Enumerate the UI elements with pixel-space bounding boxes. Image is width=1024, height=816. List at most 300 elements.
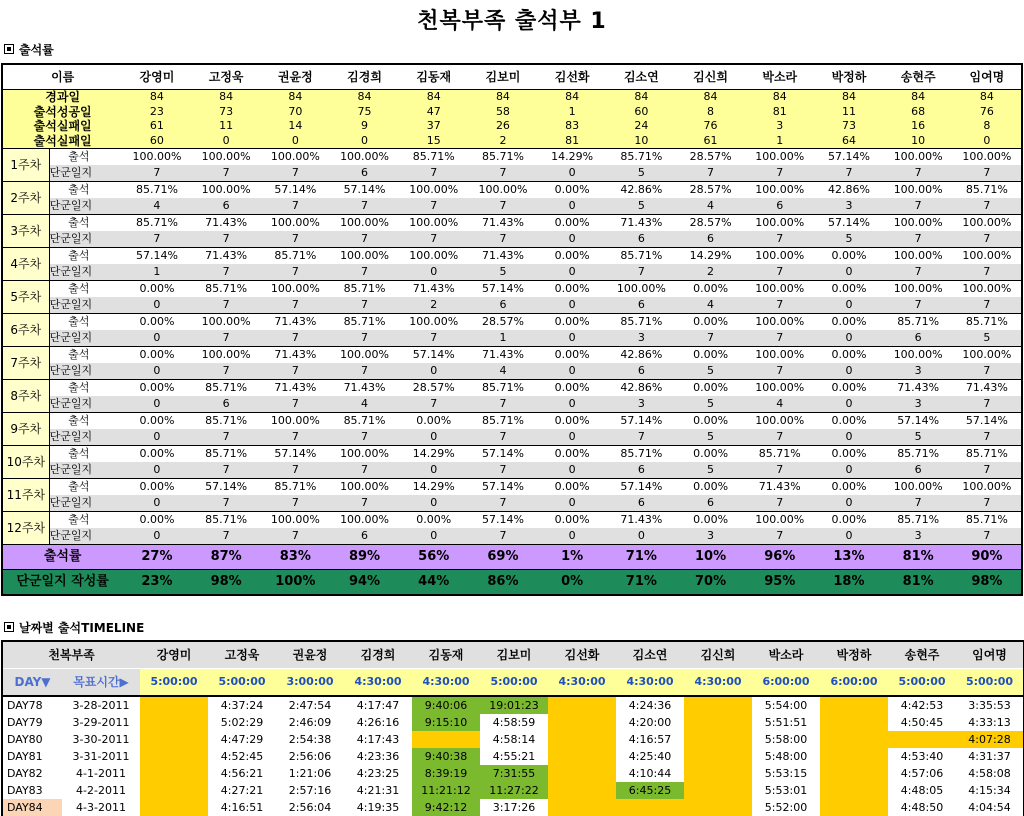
attend-percent: 42.86% — [827, 183, 870, 196]
diary-count: 6 — [676, 495, 745, 512]
goal-time-value: 3:00:00 — [276, 669, 344, 697]
member-name-header: 김선화 — [538, 64, 607, 90]
diary-count: 7 — [745, 429, 814, 446]
diary-count: 3 — [676, 528, 745, 545]
summary-value: 15 — [399, 134, 468, 149]
attend-percent: 85.71% — [965, 315, 1008, 328]
attend-percent: 100.00% — [201, 183, 251, 196]
attend-percent: 100.00% — [755, 282, 805, 295]
diary-count: 1 — [122, 264, 191, 281]
diary-count: 7 — [468, 231, 537, 248]
week-attend-row — [2, 413, 1022, 430]
time-cell: 4:31:37 — [968, 750, 1011, 763]
day-number: DAY84 — [2, 799, 62, 816]
week-label: 12주차 — [2, 512, 49, 545]
diary-sublabel: 단군일지 — [49, 297, 122, 314]
attend-sublabel: 출석 — [68, 381, 90, 394]
timeline-goal-row — [2, 669, 1024, 697]
attendance-rate-row — [2, 545, 1022, 570]
summary-value: 8 — [676, 105, 745, 120]
week-label: 11주차 — [2, 479, 49, 512]
attend-percent: 100.00% — [409, 183, 459, 196]
time-cell — [820, 782, 888, 799]
attend-percent: 0.00% — [693, 447, 729, 460]
diary-count: 0 — [538, 330, 607, 347]
diary-count: 0 — [814, 495, 883, 512]
time-cell — [140, 714, 208, 731]
diary-count: 6 — [330, 165, 399, 182]
time-cell — [820, 765, 888, 782]
diary-count: 7 — [330, 429, 399, 446]
attend-percent: 57.14% — [481, 513, 524, 526]
time-cell: 9:42:12 — [412, 799, 480, 816]
day-number: DAY78 — [7, 699, 43, 712]
collapse-box-icon[interactable] — [4, 622, 14, 632]
member-name-header: 고정욱 — [208, 641, 276, 669]
time-cell: 4:48:50 — [900, 801, 944, 814]
diary-count: 0 — [538, 264, 607, 281]
attend-percent: 71.43% — [205, 216, 248, 229]
summary-value: 84 — [745, 90, 814, 105]
diary-count: 0 — [399, 363, 468, 380]
day-dropdown[interactable]: DAY▼ — [2, 669, 62, 697]
attend-percent: 100.00% — [893, 282, 943, 295]
time-cell: 9:15:10 — [412, 714, 480, 731]
summary-label: 경과일 — [2, 90, 122, 105]
diary-count: 1 — [468, 330, 537, 347]
attend-percent: 57.14% — [965, 414, 1008, 427]
diary-count: 7 — [953, 396, 1022, 413]
attend-percent: 100.00% — [340, 348, 390, 361]
time-cell — [140, 696, 208, 714]
time-cell: 4:56:21 — [220, 767, 264, 780]
time-cell — [548, 731, 616, 748]
attendance-rate-value: 89% — [330, 545, 399, 570]
attend-percent: 100.00% — [201, 348, 251, 361]
time-cell — [548, 748, 616, 765]
diary-count: 0 — [538, 231, 607, 248]
diary-sublabel: 단군일지 — [49, 363, 122, 380]
attend-percent: 0.00% — [693, 381, 729, 394]
timeline-day-row — [2, 731, 1024, 748]
timeline-header-row — [2, 641, 1024, 669]
diary-count: 6 — [192, 396, 261, 413]
diary-count: 6 — [607, 495, 676, 512]
attend-percent: 71.43% — [274, 348, 317, 361]
diary-count: 3 — [884, 528, 953, 545]
attend-percent: 100.00% — [201, 315, 251, 328]
section-timeline-header — [4, 619, 144, 636]
diary-count: 0 — [538, 165, 607, 182]
day-number: DAY80 — [7, 733, 43, 746]
summary-value: 24 — [607, 119, 676, 134]
diary-count: 7 — [330, 297, 399, 314]
attend-percent: 100.00% — [201, 150, 251, 163]
time-cell: 2:56:06 — [288, 750, 332, 763]
diary-count: 0 — [814, 330, 883, 347]
week-label: 3주차 — [2, 215, 49, 248]
diary-count: 5 — [468, 264, 537, 281]
time-cell: 5:02:29 — [220, 716, 264, 729]
time-cell: 4:33:13 — [968, 716, 1011, 729]
attendance-rate-label: 출석률 — [2, 545, 122, 570]
summary-value: 1 — [538, 105, 607, 120]
member-name-header: 임여명 — [953, 64, 1022, 90]
summary-value: 84 — [953, 90, 1022, 105]
diary-count: 7 — [745, 495, 814, 512]
summary-value: 73 — [192, 105, 261, 120]
diary-count: 7 — [745, 528, 814, 545]
time-cell: 4:48:05 — [900, 784, 944, 797]
diary-count: 4 — [122, 198, 191, 215]
diary-rate-row — [2, 570, 1022, 596]
member-name-header: 김소연 — [616, 641, 684, 669]
attend-percent: 85.71% — [205, 381, 248, 394]
attend-percent: 0.00% — [139, 315, 175, 328]
diary-count: 7 — [192, 165, 261, 182]
attend-percent: 0.00% — [693, 282, 729, 295]
member-name-header: 박정하 — [814, 64, 883, 90]
diary-count: 0 — [814, 396, 883, 413]
attend-percent: 0.00% — [554, 315, 590, 328]
attend-percent: 0.00% — [554, 348, 590, 361]
time-cell: 4:53:40 — [900, 750, 944, 763]
time-cell — [140, 782, 208, 799]
attend-percent: 85.71% — [897, 315, 940, 328]
summary-value: 37 — [399, 119, 468, 134]
diary-count: 7 — [745, 231, 814, 248]
week-diary-row — [2, 429, 1022, 446]
diary-count: 3 — [884, 396, 953, 413]
summary-value: 83 — [538, 119, 607, 134]
diary-count: 7 — [261, 528, 330, 545]
summary-value: 10 — [884, 134, 953, 149]
attend-percent: 57.14% — [481, 447, 524, 460]
diary-count: 7 — [884, 264, 953, 281]
attend-percent: 100.00% — [340, 480, 390, 493]
time-cell: 4:19:35 — [356, 801, 400, 814]
week-diary-row — [2, 528, 1022, 545]
time-cell: 4:23:36 — [356, 750, 400, 763]
diary-count: 0 — [122, 462, 191, 479]
goal-time-value: 5:00:00 — [208, 669, 276, 697]
diary-count: 7 — [192, 231, 261, 248]
diary-count: 5 — [676, 396, 745, 413]
summary-value: 60 — [122, 134, 191, 149]
summary-value: 81 — [745, 105, 814, 120]
diary-rate-value: 94% — [330, 570, 399, 596]
time-cell: 4:25:40 — [628, 750, 672, 763]
summary-value: 2 — [468, 134, 537, 149]
diary-count: 7 — [261, 264, 330, 281]
attend-percent: 100.00% — [409, 249, 459, 262]
attend-percent: 100.00% — [132, 150, 182, 163]
diary-count: 0 — [538, 528, 607, 545]
time-cell — [820, 696, 888, 714]
diary-count: 7 — [261, 363, 330, 380]
attend-percent: 100.00% — [755, 249, 805, 262]
week-attend-row — [2, 215, 1022, 232]
attend-percent: 100.00% — [270, 414, 320, 427]
time-cell: 4:37:24 — [220, 699, 264, 712]
attendance-rate-value: 10% — [676, 545, 745, 570]
diary-count: 7 — [468, 396, 537, 413]
attend-percent: 85.71% — [205, 513, 248, 526]
diary-count: 0 — [399, 528, 468, 545]
attend-percent: 85.71% — [965, 447, 1008, 460]
summary-row — [2, 119, 1022, 134]
time-cell — [684, 714, 752, 731]
diary-count: 7 — [122, 165, 191, 182]
diary-count: 7 — [122, 231, 191, 248]
attend-percent: 100.00% — [755, 381, 805, 394]
day-date: 4-1-2011 — [76, 767, 126, 780]
diary-count: 3 — [884, 363, 953, 380]
attend-percent: 100.00% — [270, 150, 320, 163]
member-name-header: 권윤정 — [276, 641, 344, 669]
summary-value: 47 — [399, 105, 468, 120]
day-date: 3-29-2011 — [72, 716, 130, 729]
diary-count: 7 — [399, 330, 468, 347]
diary-count: 7 — [330, 363, 399, 380]
member-name-header: 김동재 — [412, 641, 480, 669]
attend-percent: 57.14% — [897, 414, 940, 427]
goal-time-value: 4:30:00 — [616, 669, 684, 697]
member-name-header: 강영미 — [122, 64, 191, 90]
attend-sublabel: 출석 — [68, 183, 90, 196]
summary-value: 84 — [122, 90, 191, 105]
week-label: 10주차 — [2, 446, 49, 479]
diary-count: 7 — [192, 297, 261, 314]
diary-count: 7 — [607, 264, 676, 281]
diary-count: 0 — [122, 429, 191, 446]
time-cell: 4:58:08 — [968, 767, 1011, 780]
member-name-header: 권윤정 — [261, 64, 330, 90]
diary-sublabel: 단군일지 — [49, 330, 122, 347]
diary-count: 0 — [814, 528, 883, 545]
attend-percent: 85.71% — [965, 513, 1008, 526]
week-diary-row — [2, 363, 1022, 380]
attend-percent: 0.00% — [554, 216, 590, 229]
diary-count: 3 — [814, 198, 883, 215]
timeline-day-row — [2, 765, 1024, 782]
attend-percent: 28.57% — [689, 183, 732, 196]
attend-sublabel: 출석 — [68, 282, 90, 295]
week-attend-row — [2, 380, 1022, 397]
attend-percent: 85.71% — [620, 447, 663, 460]
diary-count: 0 — [122, 297, 191, 314]
attend-percent: 0.00% — [139, 414, 175, 427]
name-column-header: 이름 — [2, 64, 122, 90]
time-cell: 5:52:00 — [764, 801, 808, 814]
attend-percent: 100.00% — [755, 513, 805, 526]
day-number: DAY81 — [7, 750, 43, 763]
attend-percent: 85.71% — [343, 315, 386, 328]
time-cell — [684, 782, 752, 799]
diary-count: 0 — [538, 297, 607, 314]
attend-percent: 0.00% — [831, 249, 867, 262]
attend-percent: 0.00% — [831, 381, 867, 394]
diary-count: 0 — [538, 396, 607, 413]
day-number: DAY82 — [7, 767, 43, 780]
diary-count: 6 — [884, 462, 953, 479]
diary-rate-value: 44% — [399, 570, 468, 596]
member-name-header: 박소라 — [745, 64, 814, 90]
attend-percent: 100.00% — [340, 513, 390, 526]
diary-count: 4 — [330, 396, 399, 413]
diary-rate-value: 18% — [814, 570, 883, 596]
week-diary-row — [2, 231, 1022, 248]
time-cell: 4:07:28 — [956, 731, 1024, 748]
attend-percent: 85.71% — [758, 447, 801, 460]
diary-count: 7 — [399, 231, 468, 248]
diary-count: 7 — [953, 198, 1022, 215]
time-cell: 4:55:21 — [492, 750, 536, 763]
attend-percent: 100.00% — [755, 414, 805, 427]
member-name-header: 송현주 — [884, 64, 953, 90]
diary-count: 7 — [953, 363, 1022, 380]
attend-percent: 71.43% — [481, 348, 524, 361]
diary-count: 7 — [884, 495, 953, 512]
week-label: 4주차 — [2, 248, 49, 281]
summary-value: 23 — [122, 105, 191, 120]
attend-percent: 100.00% — [893, 183, 943, 196]
diary-count: 0 — [399, 429, 468, 446]
week-diary-row — [2, 264, 1022, 281]
attendance-rate-value: 87% — [192, 545, 261, 570]
summary-row — [2, 105, 1022, 120]
diary-count: 7 — [953, 231, 1022, 248]
diary-count: 7 — [745, 363, 814, 380]
attend-percent: 71.43% — [481, 216, 524, 229]
attend-percent: 100.00% — [340, 216, 390, 229]
attendance-rate-value: 69% — [468, 545, 537, 570]
diary-count: 7 — [884, 231, 953, 248]
week-attend-row — [2, 248, 1022, 265]
goal-time-label: 목표시간▶ — [62, 669, 140, 697]
attend-percent: 0.00% — [831, 282, 867, 295]
goal-time-value: 6:00:00 — [820, 669, 888, 697]
attend-percent: 71.43% — [620, 216, 663, 229]
time-cell: 19:01:23 — [480, 696, 548, 714]
attend-percent: 85.71% — [481, 150, 524, 163]
diary-count: 7 — [468, 429, 537, 446]
attend-sublabel: 출석 — [68, 513, 90, 526]
week-diary-row — [2, 165, 1022, 182]
time-cell: 9:40:38 — [412, 748, 480, 765]
attend-sublabel: 출석 — [68, 447, 90, 460]
diary-count: 7 — [745, 330, 814, 347]
time-cell: 4:58:14 — [492, 733, 536, 746]
attend-percent: 0.00% — [693, 513, 729, 526]
diary-count: 7 — [330, 231, 399, 248]
diary-count: 0 — [538, 495, 607, 512]
goal-time-value: 5:00:00 — [956, 669, 1024, 697]
time-cell: 3:35:53 — [968, 699, 1011, 712]
timeline-day-row — [2, 799, 1024, 816]
diary-count: 7 — [468, 462, 537, 479]
time-cell — [140, 765, 208, 782]
attend-percent: 0.00% — [693, 480, 729, 493]
attendance-rate-value: 96% — [745, 545, 814, 570]
attend-percent: 0.00% — [831, 348, 867, 361]
week-label: 7주차 — [2, 347, 49, 380]
attend-percent: 57.14% — [481, 480, 524, 493]
diary-count: 7 — [953, 528, 1022, 545]
summary-row — [2, 134, 1022, 149]
attend-percent: 85.71% — [481, 414, 524, 427]
diary-count: 7 — [468, 528, 537, 545]
time-cell: 5:51:51 — [764, 716, 808, 729]
summary-value: 0 — [953, 134, 1022, 149]
week-attend-row — [2, 347, 1022, 364]
attendance-rate-value: 83% — [261, 545, 330, 570]
week-diary-row — [2, 198, 1022, 215]
summary-value: 16 — [884, 119, 953, 134]
summary-value: 84 — [814, 90, 883, 105]
timeline-table — [1, 640, 1024, 816]
time-cell: 6:45:25 — [616, 782, 684, 799]
summary-value: 81 — [538, 134, 607, 149]
time-cell — [684, 731, 752, 748]
diary-count: 7 — [261, 165, 330, 182]
member-name-header: 박소라 — [752, 641, 820, 669]
summary-value: 58 — [468, 105, 537, 120]
diary-rate-value: 98% — [192, 570, 261, 596]
section-timeline-label: 날짜별 출석TIMELINE — [19, 621, 145, 635]
time-cell: 3:17:26 — [492, 801, 536, 814]
attendance-rate-value: 81% — [884, 545, 953, 570]
summary-value: 1 — [745, 134, 814, 149]
time-cell — [820, 731, 888, 748]
summary-value: 14 — [261, 119, 330, 134]
time-cell: 5:58:00 — [764, 733, 808, 746]
attend-percent: 14.29% — [412, 480, 455, 493]
member-name-header: 김경희 — [344, 641, 412, 669]
member-name-header: 고정욱 — [192, 64, 261, 90]
time-cell: 8:39:19 — [412, 765, 480, 782]
time-cell — [684, 696, 752, 714]
diary-count: 7 — [261, 396, 330, 413]
time-cell — [140, 748, 208, 765]
member-name-header: 김보미 — [480, 641, 548, 669]
diary-count: 5 — [676, 462, 745, 479]
attend-percent: 0.00% — [554, 414, 590, 427]
diary-count: 6 — [468, 297, 537, 314]
attend-percent: 100.00% — [755, 150, 805, 163]
attendance-rate-value: 27% — [122, 545, 191, 570]
diary-count: 5 — [676, 363, 745, 380]
time-cell — [548, 714, 616, 731]
attend-percent: 0.00% — [554, 183, 590, 196]
time-cell: 5:54:00 — [764, 699, 808, 712]
attend-percent: 100.00% — [270, 216, 320, 229]
diary-rate-value: 95% — [745, 570, 814, 596]
attend-percent: 100.00% — [893, 348, 943, 361]
attend-percent: 100.00% — [616, 282, 666, 295]
collapse-box-icon[interactable] — [4, 44, 14, 54]
week-label: 6주차 — [2, 314, 49, 347]
week-attend-row — [2, 446, 1022, 463]
time-cell: 4:10:44 — [628, 767, 672, 780]
attend-percent: 0.00% — [139, 381, 175, 394]
week-diary-row — [2, 396, 1022, 413]
summary-value: 0 — [261, 134, 330, 149]
time-cell: 5:53:01 — [764, 784, 808, 797]
attend-percent: 71.43% — [274, 315, 317, 328]
attend-percent: 85.71% — [620, 150, 663, 163]
time-cell: 9:40:06 — [412, 696, 480, 714]
